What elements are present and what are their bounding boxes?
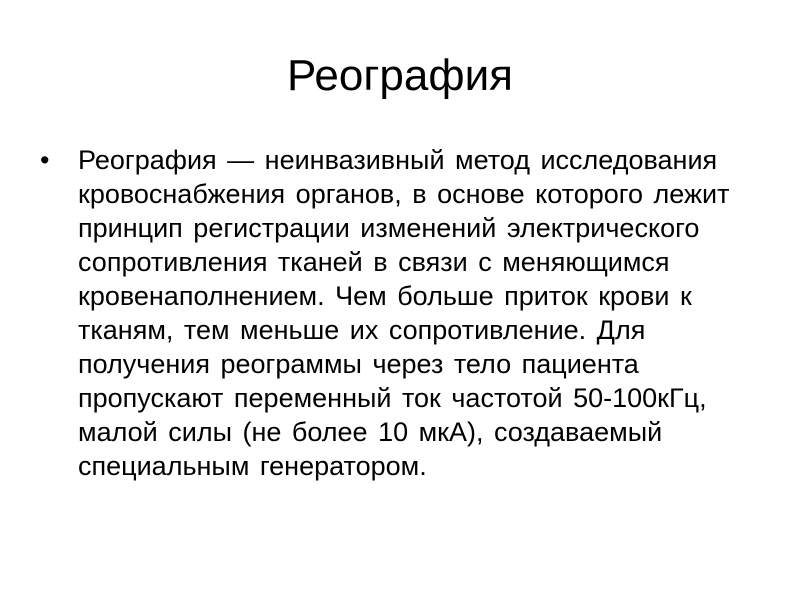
bullet-list <box>40 143 740 483</box>
bullet-item <box>40 143 740 483</box>
bullet-marker: • <box>40 145 50 175</box>
slide-title: Реография <box>287 51 513 100</box>
bullet-text: Реография — неинвазивный метод исследования кровоснабжения органов, в основе которого лежит принцип регистрации изменений электрического сопротивления тканей в связи с меняющимся кровенаполнением. Чем больше приток крови к тканям, тем меньше их сопротивление. Для получения реограммы через тело пациента пропускают переменный ток частотой 50-100кГц, малой силы (не более 10 мкА), создаваемый специальным генератором. <box>78 145 730 481</box>
